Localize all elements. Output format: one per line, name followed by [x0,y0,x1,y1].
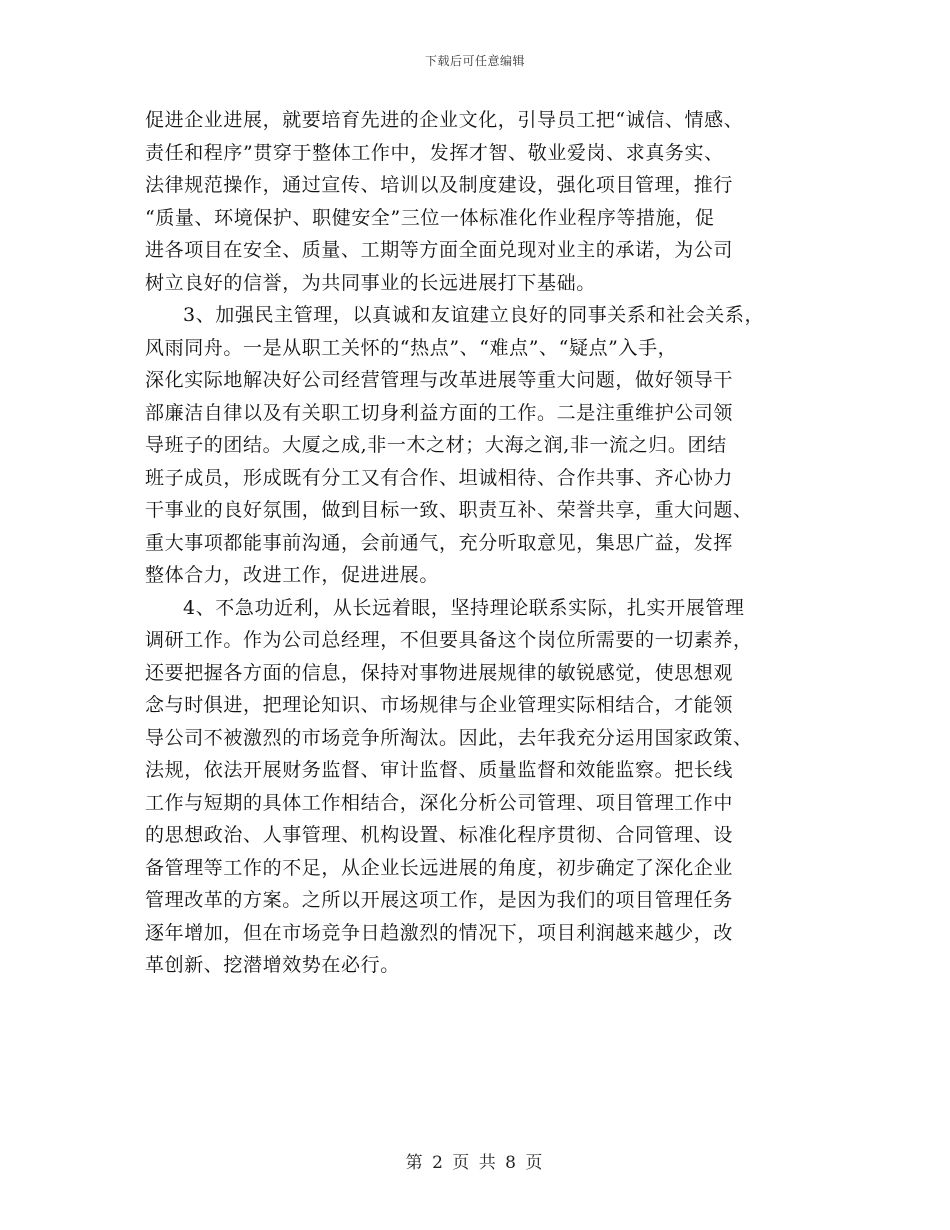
text-line: 的思想政治、人事管理、机构设置、标准化程序贯彻、合同管理、设 [145,824,734,846]
text-line: 整体合力，改进工作，促进进展。 [145,564,440,586]
text-line: 树立良好的信誉，为共同事业的长远进展打下基础。 [145,271,596,294]
page-header-note: 下载后可任意编辑 [424,54,525,68]
text-line: 还要把握各方面的信息，保持对事物进展规律的敏锐感觉，使思想观 [145,661,734,684]
text-line: 法律规范操作，通过宣传、培训以及制度建设，强化项目管理，推行 [145,174,734,196]
text-line: 进各项目在安全、质量、工期等方面全面兑现对业主的承诺，为公司 [145,239,734,261]
paragraph-3-democratic-management [145,299,825,592]
text-line: 3、加强民主管理，以真诚和友谊建立良好的同事关系和社会关系， [183,304,765,326]
text-line: 导班子的团结。大厦之成,非一木之材；大海之润,非一流之归。团结 [145,434,727,456]
text-line: 班子成员，形成既有分工又有合作、坦诚相待、合作共事、齐心协力 [145,466,734,489]
text-line: 重大事项都能事前沟通，会前通气，充分听取意见，集思广益，发挥 [145,531,734,554]
paragraph-4-long-term-research [145,592,825,982]
text-line: 念与时俱进，把理论知识、市场规律与企业管理实际相结合，才能领 [145,694,734,716]
text-line: 法规，依法开展财务监督、审计监督、质量监督和效能监察。把长线 [145,759,734,781]
text-line: 深化实际地解决好公司经营管理与改革进展等重大问题，做好领导干 [145,369,734,391]
text-line: 部廉洁自律以及有关职工切身利益方面的工作。二是注重维护公司领 [145,401,734,424]
page-number-footer: 第 2 页 共 8 页 [405,1153,545,1173]
text-line: 风雨同舟。一是从职工关怀的“热点”、“难点”、“疑点”入手， [145,336,678,359]
text-line: 干事业的良好氛围，做到目标一致、职责互补、荣誉共享，重大问题、 [145,499,753,521]
text-line: 调研工作。作为公司总经理，不但要具备这个岗位所需要的一切素养， [145,629,753,651]
text-line: 导公司不被激烈的市场竞争所淘汰。因此，去年我充分运用国家政策、 [145,726,753,749]
text-line: 4、不急功近利，从长远着眼，坚持理论联系实际，扎实开展管理 [183,596,745,619]
document-body [145,104,825,982]
text-line: 管理改革的方案。之所以开展这项工作，是因为我们的项目管理任务 [145,889,734,911]
paragraph-1 [145,104,825,299]
text-line: 备管理等工作的不足，从企业长远进展的角度，初步确定了深化企业 [145,856,734,879]
text-line: 责任和程序”贯穿于整体工作中，发挥才智、敬业爱岗、求真务实、 [145,141,724,164]
text-line: 革创新、挖潜增效势在必行。 [145,954,400,976]
text-line: “质量、环境保护、职健安全”三位一体标准化作业程序等措施，促 [145,206,715,229]
text-line: 工作与短期的具体工作相结合，深化分析公司管理、项目管理工作中 [145,791,734,814]
text-line: 逐年增加，但在市场竞争日趋激烈的情况下，项目利润越来越少，改 [145,921,734,944]
text-line: 促进企业进展，就要培育先进的企业文化，引导员工把“诚信、情感、 [145,109,744,131]
